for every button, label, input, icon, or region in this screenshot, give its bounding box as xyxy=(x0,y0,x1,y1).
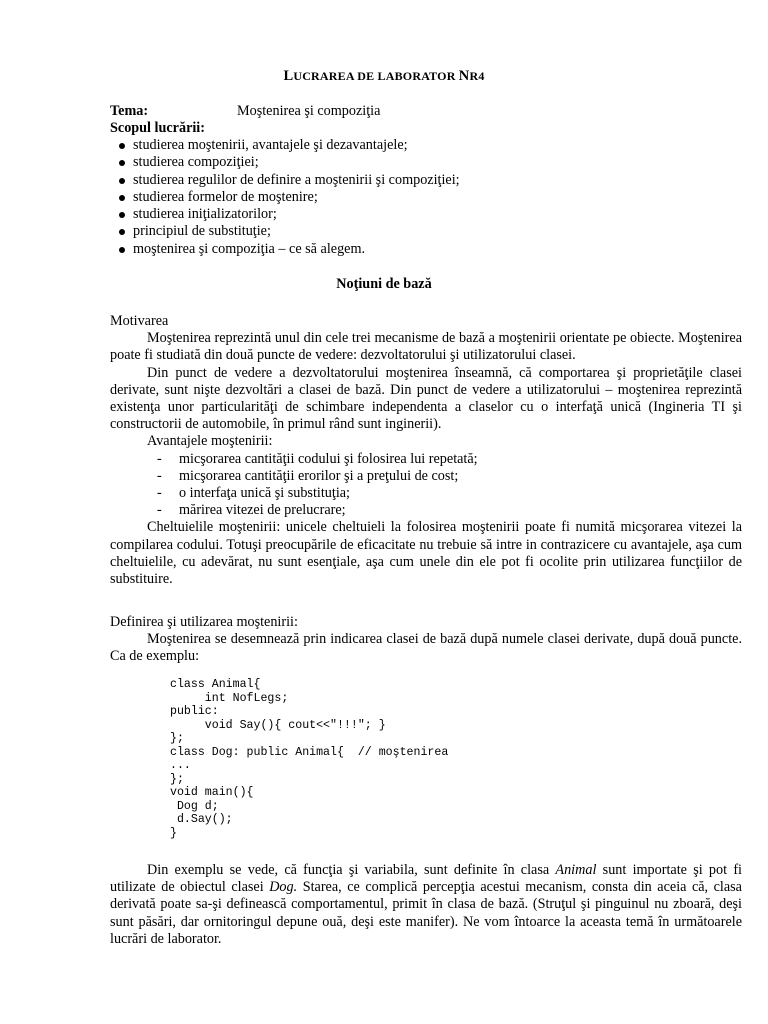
motivarea-paragraph-2: Din punct de vedere a dezvoltatorului moştenirea înseamnă, că comportarea şi proprietăţile clasei derivate, sunt nişte dezvoltări a clasei de bază. Din punct de vedere a utilizatorului – moştenirea reprezintă existenţa unor particularităţi de schimbare independenta a claselor cu o interfaţă unică (Ingineria TI şi constructorii de automobile, în primul rând sunt inginerii). xyxy=(110,364,742,433)
bullet-icon xyxy=(119,143,125,149)
definirea-paragraph: Moştenirea se desemnează prin indicarea clasei de bază după numele clasei derivate, după două puncte. Ca de exemplu: xyxy=(110,631,742,665)
motivarea-section xyxy=(110,313,742,588)
title-text-1: UCRAREA DE LABORATOR xyxy=(293,69,459,83)
advantages-list xyxy=(110,451,742,520)
list-item: - micşorarea cantităţii codului şi folosirea lui repetată; xyxy=(157,450,478,467)
class-name-dog: Dog. xyxy=(269,879,298,896)
motivarea-paragraph-3: Cheltuielile moştenirii: unicele cheltuieli la folosirea moştenirii poate fi numită micşorarea vitezei la compilarea codului. Totuşi preocupările de eficacitate nu trebuie să intre in contrazicere cu avantajele, aşa cum cheltuielile, cu adevărat, nu sunt esenţiale, aşa cum unele din ele pot fi ocolite prin utilizarea funcţiilor de substituire. xyxy=(110,519,742,588)
tema-label: Tema: xyxy=(110,103,149,119)
list-item: - o interfaţa unică şi substituţia; xyxy=(157,485,350,502)
dash-icon: - xyxy=(157,485,162,502)
title-initial-l: L xyxy=(283,68,294,84)
code-example: class Animal{ int NofLegs; public: void Say(){ cout<<"!!!"; } }; class Dog: public Animal{ // moştenirea ... }; void main(){ Dog d; d.Say(); } xyxy=(170,678,449,840)
dash-icon: - xyxy=(157,467,162,484)
list-item: studierea iniţializatorilor; xyxy=(118,206,460,223)
document-title xyxy=(0,68,768,85)
motivarea-heading: Motivarea xyxy=(110,313,169,329)
scop-label: Scopul lucrării: xyxy=(110,120,205,136)
bullet-icon xyxy=(119,247,125,253)
advantages-intro: Avantajele moştenirii: xyxy=(147,433,273,450)
list-item: principiul de substituţie; xyxy=(118,223,460,240)
title-text-2: R4 xyxy=(469,69,485,83)
bullet-icon xyxy=(119,178,125,184)
list-item: studierea formelor de moştenire; xyxy=(118,189,460,206)
title-initial-n: N xyxy=(458,68,470,84)
dash-icon: - xyxy=(157,502,162,519)
list-item: - mărirea vitezei de prelucrare; xyxy=(157,502,346,519)
class-name-animal: Animal xyxy=(555,862,597,878)
final-section xyxy=(110,862,742,948)
list-item: studierea moştenirii, avantajele şi dezavantajele; xyxy=(118,137,460,154)
scop-list xyxy=(118,137,460,258)
list-item: studierea regulilor de definire a moştenirii şi compoziţiei; xyxy=(118,172,460,189)
bullet-icon xyxy=(119,229,125,235)
tema-value: Moştenirea şi compoziţia xyxy=(237,103,381,119)
definirea-section xyxy=(110,614,742,666)
list-item: moştenirea şi compoziţia – ce să alegem. xyxy=(118,241,460,258)
definirea-heading: Definirea şi utilizarea moştenirii: xyxy=(110,614,298,630)
bullet-icon xyxy=(119,160,125,166)
list-item: - micşorarea cantităţii erorilor şi a preţului de cost; xyxy=(157,467,459,484)
bullet-icon xyxy=(119,195,125,201)
bullet-icon xyxy=(119,212,125,218)
section-heading-notiuni: Noţiuni de bază xyxy=(336,276,432,292)
list-item: studierea compoziţiei; xyxy=(118,154,460,171)
final-paragraph: Din exemplu se vede, că funcţia şi variabila, sunt definite în clasa Animal sunt importate şi pot fi utilizate de obiectul clasei Dog. Starea, ce complică percepţia acestui mecanism, consta din aceia că, clasa derivată poate sa-şi definească comportamentul, primit în clasa de bază. (Struţul şi pinguinul nu zboară, deşi sunt păsări, dar ornitoringul depune ouă, deşi este manifer). Ne vom întoarce la aceasta temă în următoarele lucrări de laborator. xyxy=(110,862,742,947)
dash-icon: - xyxy=(157,450,162,467)
motivarea-paragraph-1: Moştenirea reprezintă unul din cele trei mecanisme de bază a moştenirii orientate pe obiecte. Moştenirea poate fi studiată din două puncte de vedere: dezvoltatorului şi utilizatorului clasei. xyxy=(110,330,742,364)
